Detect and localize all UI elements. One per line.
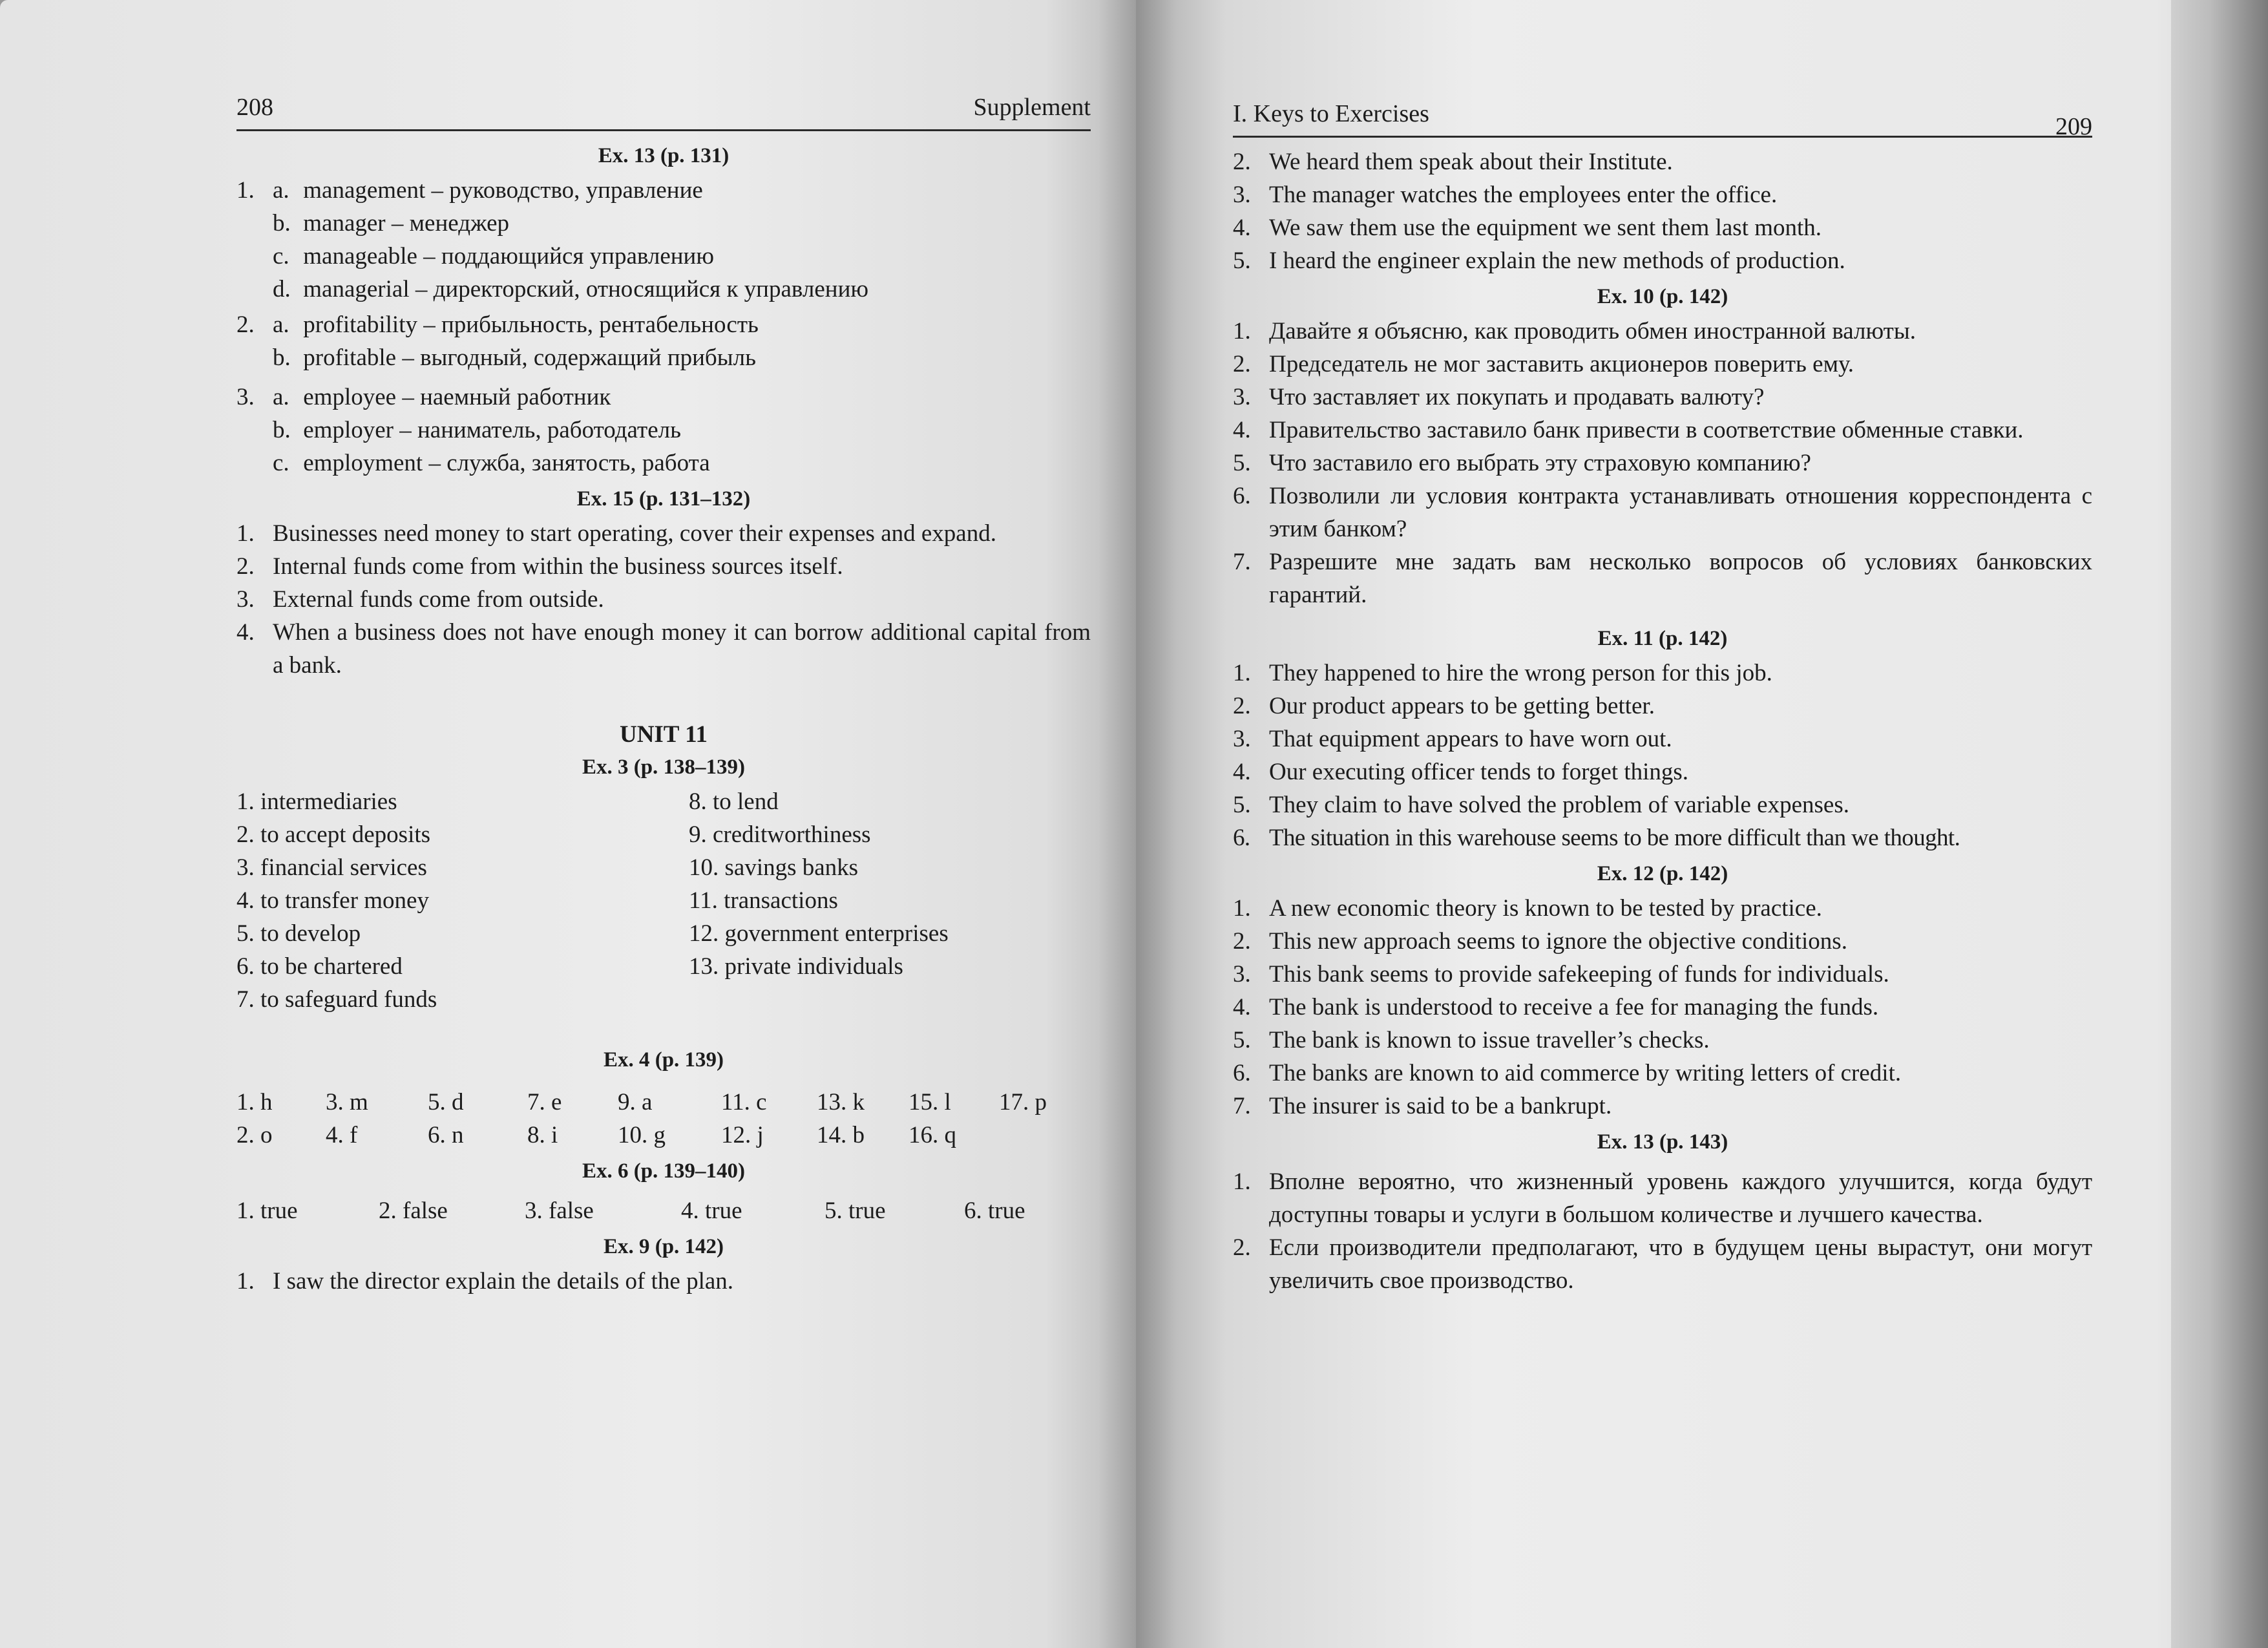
item-number: 1.: [1233, 1168, 1251, 1195]
item-text: They happened to hire the wrong person for this job.: [1269, 660, 1772, 686]
item-text: We saw them use the equipment we sent them last month.: [1269, 215, 1822, 241]
item-text: Если производители предполагают, что в будущем цены вырастут, они могут увеличить свое производство.: [1269, 1234, 2092, 1294]
right-page: [1136, 0, 2268, 1648]
ex13-right-heading: Ex. 13 (p. 143): [1597, 1130, 1728, 1154]
ex12-item: [1233, 1024, 2092, 1057]
right-running-title: I. Keys to Exercises: [1233, 100, 1429, 127]
item-number: 7.: [1233, 549, 1251, 575]
ex13-heading: Ex. 13 (p. 131): [598, 144, 730, 167]
ex13-subitem: [236, 447, 1091, 480]
item-text: Давайте я объясню, как проводить обмен иностранной валюты.: [1269, 318, 1916, 344]
ex3-column-2: [689, 785, 1089, 1016]
ex10-item: [1233, 480, 2092, 545]
key-answer: 4. f: [326, 1122, 358, 1148]
item-number: 1.: [1233, 318, 1251, 344]
item-text: This bank seems to provide safekeeping of funds for individuals.: [1269, 961, 1889, 988]
item-number: 2.: [1233, 693, 1251, 719]
ex10-item: [1233, 447, 2092, 480]
item-label: a.: [273, 177, 289, 204]
key-answer: 8. i: [527, 1122, 558, 1148]
key-answer: 5. d: [428, 1089, 464, 1115]
item-text: manager – менеджер: [303, 210, 510, 237]
item-label: c.: [273, 450, 289, 476]
key-answer: 5. true: [824, 1198, 886, 1224]
key-answer: 9. a: [618, 1089, 653, 1115]
ex4-heading: Ex. 4 (p. 139): [603, 1048, 724, 1072]
ex4-row-1: [236, 1086, 1091, 1119]
item-number: 3.: [236, 586, 255, 613]
item-text: managerial – директорский, относящийся к управлению: [303, 276, 869, 302]
ex11-item: [1233, 788, 2092, 821]
ex15-item: [236, 583, 1091, 616]
list-item: 9. creditworthiness: [689, 821, 871, 848]
list-item: 11. transactions: [689, 887, 838, 914]
item-number: 4.: [1233, 215, 1251, 241]
ex9-item: [1233, 178, 2092, 211]
list-item: 13. private individuals: [689, 953, 903, 980]
list-item: 10. savings banks: [689, 854, 859, 881]
item-text: The manager watches the employees enter the office.: [1269, 182, 1778, 208]
item-number: 5.: [1233, 792, 1251, 818]
ex15-item: [236, 616, 1091, 682]
key-answer: 17. p: [999, 1089, 1047, 1115]
ex13-subitem: [236, 414, 1091, 447]
ex12-heading: Ex. 12 (p. 142): [1597, 862, 1728, 885]
key-answer: 10. g: [618, 1122, 666, 1148]
item-text: I saw the director explain the details of the plan.: [273, 1268, 734, 1294]
item-text: profitability – прибыльность, рентабельность: [303, 312, 759, 338]
ex13-subitem: [236, 207, 1091, 240]
item-number: 6.: [1233, 825, 1250, 851]
key-answer: 13. k: [817, 1089, 865, 1115]
ex10-item: [1233, 545, 2092, 611]
item-text: Председатель не мог заставить акционеров поверить ему.: [1269, 351, 1854, 377]
ex11-item: [1233, 657, 2092, 690]
ex4-row-2: [236, 1119, 1091, 1152]
key-answer: 1. h: [236, 1089, 273, 1115]
ex13-group-number: 3.: [236, 384, 255, 410]
key-answer: 2. false: [379, 1198, 448, 1224]
ex11-item: [1233, 755, 2092, 788]
ex9-item: [1233, 145, 2092, 178]
ex9-item: [1233, 211, 2092, 244]
item-number: 2.: [1233, 1234, 1251, 1261]
key-answer: 12. j: [721, 1122, 764, 1148]
item-number: 4.: [1233, 417, 1251, 443]
key-answer: 14. b: [817, 1122, 865, 1148]
ex13-group-2: [236, 308, 1091, 341]
ex13-group-number: 1.: [236, 177, 255, 204]
ex6-heading: Ex. 6 (p. 139–140): [582, 1159, 746, 1183]
list-item: 3. financial services: [236, 854, 427, 881]
item-label: b.: [273, 210, 291, 237]
ex12-item: [1233, 925, 2092, 958]
item-number: 1.: [236, 1268, 255, 1294]
key-answer: 6. n: [428, 1122, 464, 1148]
item-label: b.: [273, 417, 291, 443]
ex13-group-3: [236, 381, 1091, 414]
item-text: External funds come from outside.: [273, 586, 604, 613]
left-text-column: [236, 84, 1091, 1298]
item-number: 2.: [236, 553, 255, 580]
ex13-subitem: [236, 240, 1091, 273]
item-text: profitable – выгодный, содержащий прибыль: [303, 344, 756, 371]
list-item: 4. to transfer money: [236, 887, 429, 914]
ex13-item: [1233, 1165, 2092, 1231]
key-answer: 2. o: [236, 1122, 273, 1148]
list-item: 12. government enterprises: [689, 920, 949, 947]
list-item: 1. intermediaries: [236, 788, 397, 815]
ex13-subitem: [236, 273, 1091, 306]
item-number: 1.: [1233, 660, 1251, 686]
item-text: We heard them speak about their Institute.: [1269, 149, 1673, 175]
item-number: 5.: [1233, 248, 1251, 274]
page-edge: [2171, 0, 2268, 1648]
item-text: The bank is understood to receive a fee for managing the funds.: [1269, 994, 1879, 1020]
ex13-group-1: [236, 174, 1091, 207]
list-item: 6. to be chartered: [236, 953, 403, 980]
ex3-answer-grid: [236, 785, 1091, 1016]
item-text: That equipment appears to have worn out.: [1269, 726, 1672, 752]
ex12-item: [1233, 991, 2092, 1024]
ex11-item: [1233, 821, 2092, 854]
ex12-item: [1233, 958, 2092, 991]
ex10-heading: Ex. 10 (p. 142): [1597, 285, 1728, 308]
list-item: 5. to develop: [236, 920, 361, 947]
item-text: Что заставляет их покупать и продавать валюту?: [1269, 384, 1765, 410]
item-number: 4.: [1233, 994, 1251, 1020]
ex3-heading: Ex. 3 (p. 138–139): [582, 755, 746, 779]
item-text: The banks are known to aid commerce by writing letters of credit.: [1269, 1060, 1902, 1086]
item-number: 6.: [1233, 1060, 1251, 1086]
left-running-title: Supplement: [973, 94, 1091, 121]
item-text: management – руководство, управление: [303, 177, 703, 204]
ex12-item: [1233, 1090, 2092, 1123]
item-number: 1.: [1233, 895, 1251, 922]
item-text: Businesses need money to start operating, cover their expenses and expand.: [273, 520, 996, 547]
ex13-item: [1233, 1231, 2092, 1297]
ex15-heading: Ex. 15 (p. 131–132): [576, 487, 751, 511]
list-item: 8. to lend: [689, 788, 779, 815]
item-text: They claim to have solved the problem of variable expenses.: [1269, 792, 1849, 818]
ex13-group-number: 2.: [236, 312, 255, 338]
left-running-head: [236, 84, 1091, 131]
ex9-item: [236, 1265, 1091, 1298]
ex15-item: [236, 517, 1091, 550]
item-text: Правительство заставило банк привести в соответствие обменные ставки.: [1269, 417, 2024, 443]
item-text: Разрешите мне задать вам несколько вопросов об условиях банковских гарантий.: [1269, 549, 2092, 608]
ex10-item: [1233, 381, 2092, 414]
item-text: A new economic theory is known to be tested by practice.: [1269, 895, 1822, 922]
ex10-item: [1233, 315, 2092, 348]
key-answer: 7. e: [527, 1089, 562, 1115]
item-text: Our executing officer tends to forget things.: [1269, 759, 1689, 785]
list-item: 2. to accept deposits: [236, 821, 431, 848]
key-answer: 4. true: [681, 1198, 742, 1224]
ex12-item: [1233, 892, 2092, 925]
item-number: 4.: [236, 619, 255, 646]
right-text-column: [1233, 90, 2092, 1297]
item-label: a.: [273, 312, 289, 338]
item-text: This new approach seems to ignore the objective conditions.: [1269, 928, 1847, 955]
list-item: 7. to safeguard funds: [236, 986, 437, 1013]
item-number: 7.: [1233, 1093, 1251, 1119]
item-text: I heard the engineer explain the new methods of production.: [1269, 248, 1845, 274]
right-page-number: 209: [2055, 113, 2092, 140]
item-number: 2.: [1233, 351, 1251, 377]
ex11-heading: Ex. 11 (p. 142): [1597, 627, 1728, 650]
key-answer: 16. q: [908, 1122, 956, 1148]
key-answer: 3. false: [525, 1198, 594, 1224]
item-number: 4.: [1233, 759, 1251, 785]
ex12-item: [1233, 1057, 2092, 1090]
item-number: 5.: [1233, 450, 1251, 476]
ex11-item: [1233, 723, 2092, 755]
ex10-item: [1233, 414, 2092, 447]
item-number: 3.: [1233, 384, 1251, 410]
key-answer: 15. l: [908, 1089, 951, 1115]
item-text: manageable – поддающийся управлению: [303, 243, 714, 269]
ex15-item: [236, 550, 1091, 583]
ex9-heading: Ex. 9 (p. 142): [603, 1235, 724, 1258]
item-number: 3.: [1233, 961, 1251, 988]
ex11-item: [1233, 690, 2092, 723]
item-label: c.: [273, 243, 289, 269]
key-answer: 6. true: [964, 1198, 1025, 1224]
item-label: b.: [273, 344, 291, 371]
key-answer: 1. true: [236, 1198, 298, 1224]
right-running-head: [1233, 90, 2092, 138]
item-text: The bank is known to issue traveller’s checks.: [1269, 1027, 1710, 1053]
ex3-column-1: [236, 785, 689, 1016]
item-number: 1.: [236, 520, 255, 547]
item-text: The situation in this warehouse seems to be more difficult than we thought.: [1269, 825, 1960, 851]
item-text: Позволили ли условия контракта устанавливать отношения корреспондента с этим банком?: [1269, 483, 2092, 542]
item-text: employer – наниматель, работодатель: [303, 417, 681, 443]
item-text: employee – наемный работник: [303, 384, 611, 410]
item-text: Вполне вероятно, что жизненный уровень каждого улучшится, когда будут доступны товары и услуги в большом количестве и лучшего качества.: [1269, 1168, 2092, 1228]
item-text: employment – служба, занятость, работа: [303, 450, 710, 476]
item-number: 2.: [1233, 928, 1251, 955]
ex9-item: [1233, 244, 2092, 277]
item-number: 3.: [1233, 182, 1251, 208]
item-number: 5.: [1233, 1027, 1251, 1053]
ex10-item: [1233, 348, 2092, 381]
item-text: Our product appears to be getting better.: [1269, 693, 1655, 719]
item-text: The insurer is said to be a bankrupt.: [1269, 1093, 1612, 1119]
item-label: a.: [273, 384, 289, 410]
key-answer: 3. m: [326, 1089, 368, 1115]
item-number: 6.: [1233, 483, 1251, 509]
unit-heading: UNIT 11: [619, 721, 708, 748]
ex6-answers: [236, 1194, 1091, 1227]
left-page-number: 208: [236, 94, 273, 121]
item-text: When a business does not have enough money it can borrow additional capital from a bank.: [273, 619, 1091, 679]
item-text: Что заставило его выбрать эту страховую компанию?: [1269, 450, 1811, 476]
ex13-subitem: [236, 341, 1091, 374]
key-answer: 11. c: [721, 1089, 767, 1115]
item-text: Internal funds come from within the business sources itself.: [273, 553, 843, 580]
item-number: 2.: [1233, 149, 1251, 175]
item-number: 3.: [1233, 726, 1251, 752]
item-label: d.: [273, 276, 291, 302]
